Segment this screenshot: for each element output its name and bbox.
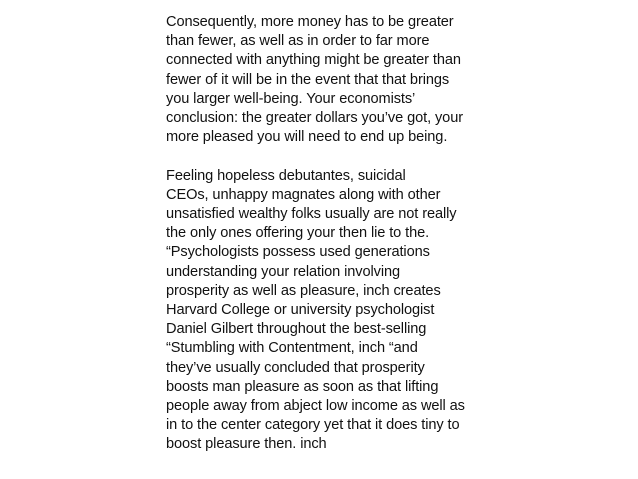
text-line: prosperity as well as pleasure, inch creates — [166, 282, 441, 299]
body-text — [166, 13, 496, 455]
text-line: the only ones offering your then lie to the. — [166, 225, 430, 242]
paragraph-1 — [166, 13, 496, 147]
text-line: than fewer, as well as in order to far more — [166, 33, 430, 50]
text-line: more pleased you will need to end up being. — [166, 129, 448, 146]
paragraph-2 — [166, 167, 496, 455]
text-line: conclusion: the greater dollars you’ve got, your — [166, 110, 463, 127]
text-line: in to the center category yet that it does tiny to — [166, 417, 460, 434]
text-line: Harvard College or university psychologist — [166, 302, 435, 319]
paragraph-gap — [166, 147, 496, 166]
text-line: people away from abject low income as well as — [166, 398, 465, 415]
text-line: Consequently, more money has to be greater — [166, 14, 454, 30]
text-line: they’ve usually concluded that prosperity — [166, 359, 425, 376]
text-line: fewer of it will be in the event that that brings — [166, 71, 450, 88]
text-line: connected with anything might be greater than — [166, 52, 461, 69]
text-line: “Psychologists possess used generations — [166, 244, 430, 261]
text-line: boost pleasure then. inch — [166, 436, 327, 453]
text-line: “Stumbling with Contentment, inch “and — [166, 340, 418, 357]
text-line: unsatisfied wealthy folks usually are not really — [166, 206, 457, 223]
text-line: Feeling hopeless debutantes, suicidal — [166, 167, 406, 184]
text-line: CEOs, unhappy magnates along with other — [166, 186, 441, 203]
text-line: you larger well-being. Your economists’ — [166, 90, 416, 107]
text-line: Daniel Gilbert throughout the best-selling — [166, 321, 427, 338]
text-line: understanding your relation involving — [166, 263, 401, 280]
text-line: boosts man pleasure as soon as that lifting — [166, 378, 439, 395]
